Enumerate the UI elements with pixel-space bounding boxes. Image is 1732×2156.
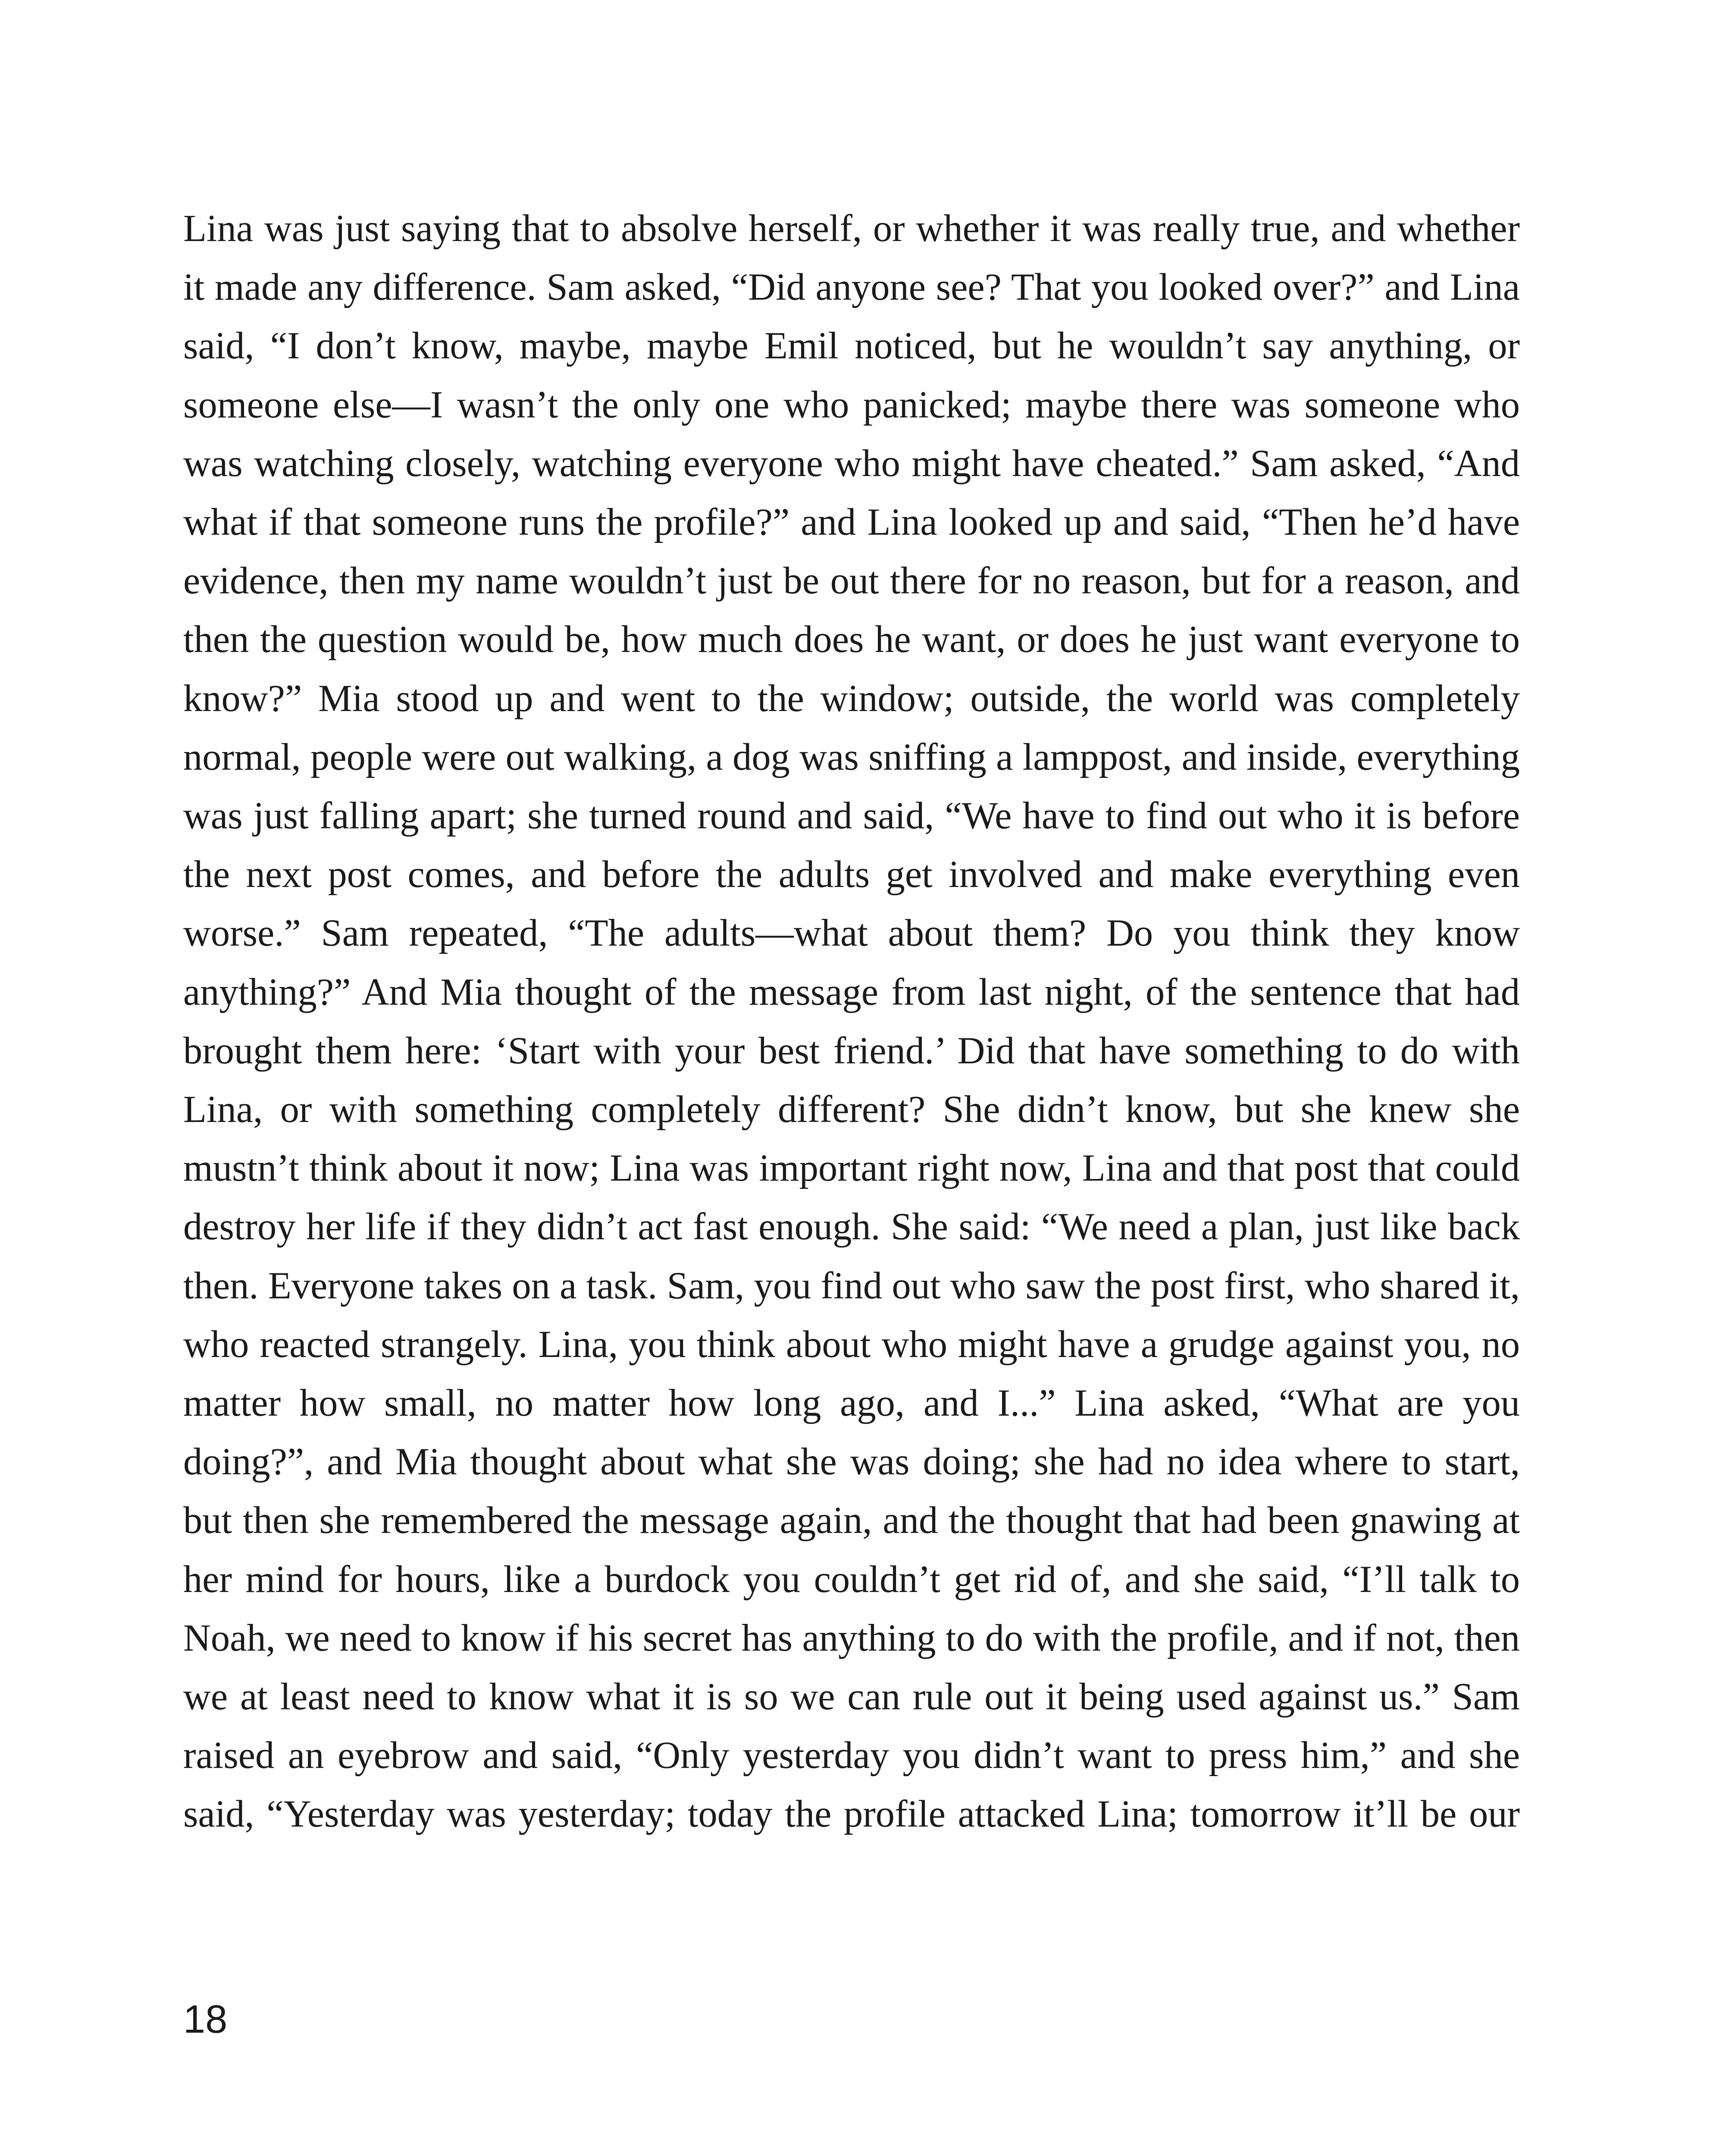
- body-paragraph: Lina was just saying that to absolve herself, or whether it was really true, and whether it made any difference. Sam asked, “Did anyone see? That you looked over?” and Lina said, “I don’t know, maybe, maybe Emil noticed, but he wouldn’t say anything, or someone else—I wasn’t the only one who panicked; maybe there was someone who was watching closely, watching everyone who might have cheated.” Sam asked, “And what if that someone runs the profile?” and Lina looked up and said, “Then he’d have evidence, then my name wouldn’t just be out there for no reason, but for a reason, and then the question would be, how much does he want, or does he just want everyone to know?” Mia stood up and went to the window; outside, the world was completely normal, people were out walking, a dog was sniffing a lamppost, and inside, everything was just falling apart; she turned round and said, “We have to find out who it is before the next post comes, and before the adults get involved and make everything even worse.” Sam repeated, “The adults—what about them? Do you think they know anything?” And Mia thought of the message from last night, of the sentence that had brought them here: ‘Start with your best friend.’ Did that have something to do with Lina, or with something completely different? She didn’t know, but she knew she mustn’t think about it now; Lina was important right now, Lina and that post that could destroy her life if they didn’t act fast enough. She said: “We need a plan, just like back then. Everyone takes on a task. Sam, you find out who saw the post first, who shared it, who reacted strangely. Lina, you think about who might have a grudge against you, no matter how small, no matter how long ago, and I...” Lina asked, “What are you doing?”, and Mia thought about what she was doing; she had no idea where to start, but then she remembered the message again, and the thought that had been gnawing at her mind for hours, like a burdock you couldn’t get rid of, and she said, “I’ll talk to Noah, we need to know if his secret has anything to do with the profile, and if not, then we at least need to know what it is so we can rule out it being used against us.” Sam raised an eyebrow and said, “Only yesterday you didn’t want to press him,” and she said, “Yesterday was yesterday; today the profile attacked Lina; tomorrow it’ll be our: [183, 207, 1520, 1836]
- page-number: 18: [183, 1997, 228, 2041]
